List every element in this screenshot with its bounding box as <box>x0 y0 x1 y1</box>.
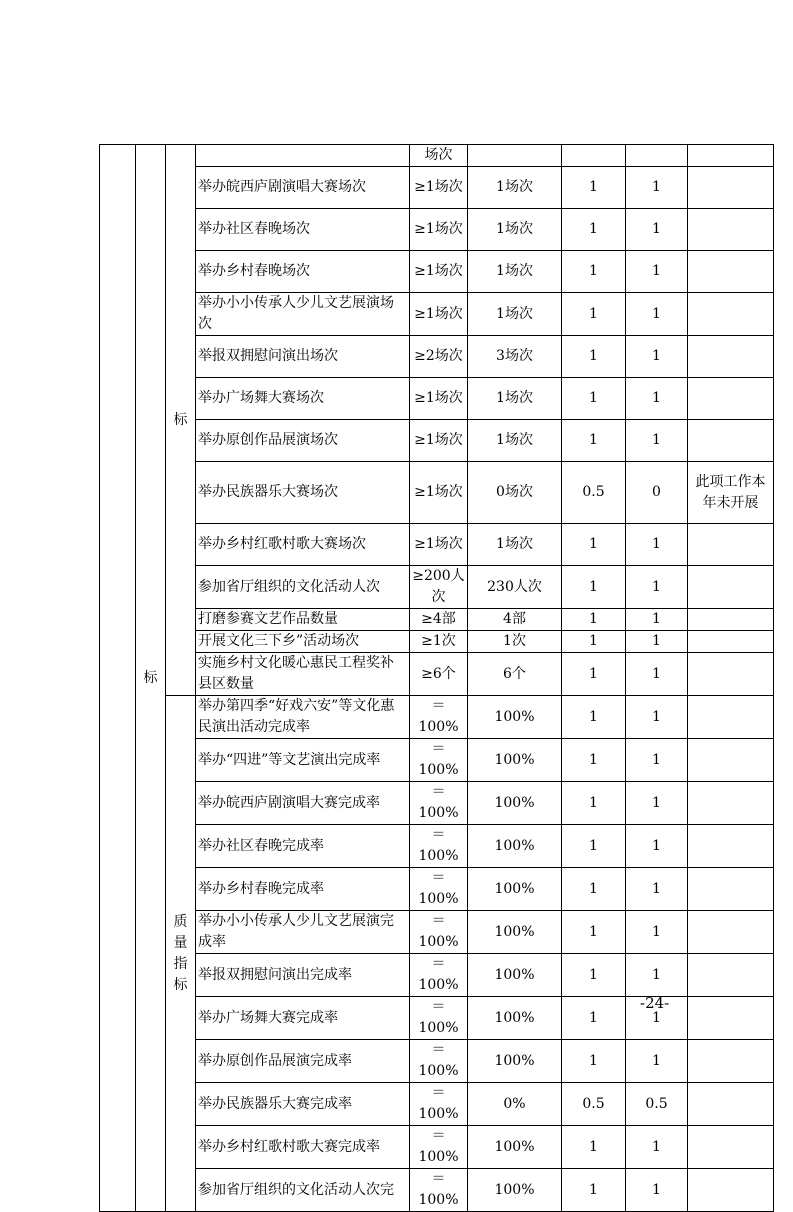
score-value <box>626 145 688 167</box>
note <box>688 631 774 653</box>
target-value: ≥1场次 <box>410 378 468 420</box>
actual-value: 3场次 <box>468 336 562 378</box>
weight-value: 1 <box>562 566 626 609</box>
score-value: 1 <box>626 251 688 293</box>
target-value: ＝100% <box>410 739 468 782</box>
actual-value: 6个 <box>468 653 562 696</box>
note <box>688 868 774 911</box>
note <box>688 251 774 293</box>
quality-label-char: 标 <box>173 976 188 993</box>
actual-value: 100% <box>468 954 562 997</box>
table-row <box>100 696 774 739</box>
table-row <box>100 420 774 462</box>
weight-value: 1 <box>562 997 626 1040</box>
table-row <box>100 1083 774 1126</box>
note <box>688 524 774 566</box>
quality-label-char: 量 <box>173 934 188 951</box>
actual-value: 0场次 <box>468 462 562 524</box>
weight-value: 1 <box>562 911 626 954</box>
indicator-name: 举办乡村红歌村歌大赛完成率 <box>196 1126 410 1169</box>
actual-value: 4部 <box>468 609 562 631</box>
weight-value: 1 <box>562 868 626 911</box>
target-value: ≥1次 <box>410 631 468 653</box>
note <box>688 209 774 251</box>
table-row <box>100 145 774 167</box>
table-row <box>100 609 774 631</box>
score-value: 1 <box>626 293 688 336</box>
target-value: ＝100% <box>410 782 468 825</box>
weight-value: 1 <box>562 631 626 653</box>
target-value: ≥1场次 <box>410 462 468 524</box>
score-value: 1 <box>626 997 688 1040</box>
note <box>688 336 774 378</box>
weight-value: 0.5 <box>562 462 626 524</box>
score-value: 1 <box>626 609 688 631</box>
actual-value: 0% <box>468 1083 562 1126</box>
indicator-name: 举办皖西庐剧演唱大赛场次 <box>196 167 410 209</box>
indicator-name: 打磨参赛文艺作品数量 <box>196 609 410 631</box>
indicator-name: 举办广场舞大赛完成率 <box>196 997 410 1040</box>
actual-value: 1场次 <box>468 167 562 209</box>
indicator-name: 参加省厅组织的文化活动人次完 <box>196 1169 410 1212</box>
score-value: 1 <box>626 653 688 696</box>
table-row <box>100 462 774 524</box>
score-value: 1 <box>626 420 688 462</box>
indicator-name: 举办“四进”等文艺演出完成率 <box>196 739 410 782</box>
target-value: ＝100% <box>410 997 468 1040</box>
note <box>688 609 774 631</box>
weight-value: 0.5 <box>562 1083 626 1126</box>
actual-value: 100% <box>468 825 562 868</box>
performance-table <box>99 144 774 1212</box>
table-row <box>100 954 774 997</box>
target-value: ≥1场次 <box>410 524 468 566</box>
weight-value: 1 <box>562 209 626 251</box>
actual-value: 100% <box>468 911 562 954</box>
indicator-name: 举办小小传承人少儿文艺展演场次 <box>196 293 410 336</box>
score-value: 1 <box>626 868 688 911</box>
weight-value: 1 <box>562 1126 626 1169</box>
actual-value: 100% <box>468 997 562 1040</box>
weight-value: 1 <box>562 1040 626 1083</box>
note <box>688 739 774 782</box>
weight-value: 1 <box>562 696 626 739</box>
score-value: 1 <box>626 1169 688 1212</box>
table-row <box>100 293 774 336</box>
target-value: ≥6个 <box>410 653 468 696</box>
note <box>688 378 774 420</box>
target-value: ＝100% <box>410 1169 468 1212</box>
weight-value: 1 <box>562 420 626 462</box>
quality-label-char: 质 <box>173 913 188 930</box>
indicator-name: 举办原创作品展演完成率 <box>196 1040 410 1083</box>
actual-value: 100% <box>468 1169 562 1212</box>
table-row <box>100 251 774 293</box>
note <box>688 653 774 696</box>
target-value: ≥1场次 <box>410 251 468 293</box>
score-value: 1 <box>626 954 688 997</box>
table-row <box>100 825 774 868</box>
note <box>688 1083 774 1126</box>
indicator-name: 实施乡村文化暖心惠民工程奖补县区数量 <box>196 653 410 696</box>
score-value: 1 <box>626 739 688 782</box>
indicator-name <box>196 145 410 167</box>
note <box>688 696 774 739</box>
indicator-name: 举办社区春晚完成率 <box>196 825 410 868</box>
weight-value: 1 <box>562 524 626 566</box>
target-value: ≥2场次 <box>410 336 468 378</box>
score-value: 1 <box>626 378 688 420</box>
table-row <box>100 378 774 420</box>
target-value: ≥1场次 <box>410 293 468 336</box>
table-row <box>100 739 774 782</box>
note <box>688 825 774 868</box>
target-value: ＝100% <box>410 1040 468 1083</box>
table-row <box>100 911 774 954</box>
score-value: 1 <box>626 825 688 868</box>
level1-indicator-cell: 标 <box>136 145 166 1212</box>
note <box>688 1126 774 1169</box>
weight-value: 1 <box>562 336 626 378</box>
actual-value: 1次 <box>468 631 562 653</box>
score-value: 1 <box>626 1040 688 1083</box>
note <box>688 1040 774 1083</box>
table-row <box>100 167 774 209</box>
table-row <box>100 1040 774 1083</box>
weight-value: 1 <box>562 293 626 336</box>
quality-label-char: 指 <box>173 955 188 972</box>
score-value: 1 <box>626 209 688 251</box>
score-value: 1 <box>626 524 688 566</box>
score-value: 1 <box>626 782 688 825</box>
weight-value: 1 <box>562 1169 626 1212</box>
actual-value: 100% <box>468 868 562 911</box>
score-value: 0.5 <box>626 1083 688 1126</box>
weight-value: 1 <box>562 954 626 997</box>
actual-value: 100% <box>468 739 562 782</box>
target-value: 场次 <box>410 145 468 167</box>
target-value: ＝100% <box>410 1083 468 1126</box>
indicator-name: 举报双拥慰问演出完成率 <box>196 954 410 997</box>
note <box>688 145 774 167</box>
indicator-name: 举办原创作品展演场次 <box>196 420 410 462</box>
actual-value: 230人次 <box>468 566 562 609</box>
score-value: 1 <box>626 696 688 739</box>
target-value: ＝100% <box>410 954 468 997</box>
table-row <box>100 631 774 653</box>
target-value: ≥4部 <box>410 609 468 631</box>
score-value: 0 <box>626 462 688 524</box>
table-row <box>100 782 774 825</box>
target-value: ＝100% <box>410 825 468 868</box>
table-row <box>100 566 774 609</box>
quality-indicator-label <box>166 696 196 1212</box>
target-value: ≥200人次 <box>410 566 468 609</box>
indicator-name: 举办乡村红歌村歌大赛场次 <box>196 524 410 566</box>
target-value: ＝100% <box>410 911 468 954</box>
target-value: ≥1场次 <box>410 209 468 251</box>
actual-value: 100% <box>468 1040 562 1083</box>
score-value: 1 <box>626 631 688 653</box>
actual-value: 1场次 <box>468 524 562 566</box>
indicator-name: 举办民族器乐大赛场次 <box>196 462 410 524</box>
page-number: -24- <box>640 994 670 1012</box>
target-value: ＝100% <box>410 868 468 911</box>
weight-value: 1 <box>562 378 626 420</box>
weight-value: 1 <box>562 653 626 696</box>
actual-value <box>468 145 562 167</box>
actual-value: 1场次 <box>468 293 562 336</box>
note <box>688 566 774 609</box>
note <box>688 911 774 954</box>
note <box>688 167 774 209</box>
indicator-name: 举报双拥慰问演出场次 <box>196 336 410 378</box>
table-row <box>100 1169 774 1212</box>
target-value: ＝100% <box>410 696 468 739</box>
blank-first-column <box>100 145 136 1212</box>
note <box>688 954 774 997</box>
actual-value: 1场次 <box>468 209 562 251</box>
indicator-name: 举办皖西庐剧演唱大赛完成率 <box>196 782 410 825</box>
actual-value: 100% <box>468 1126 562 1169</box>
indicator-name: 举办小小传承人少儿文艺展演完成率 <box>196 911 410 954</box>
score-value: 1 <box>626 1126 688 1169</box>
indicator-name: 举办广场舞大赛场次 <box>196 378 410 420</box>
table-row <box>100 336 774 378</box>
note <box>688 782 774 825</box>
table-row <box>100 209 774 251</box>
score-value: 1 <box>626 911 688 954</box>
indicator-name: 举办乡村春晚场次 <box>196 251 410 293</box>
note <box>688 420 774 462</box>
target-value: ≥1场次 <box>410 420 468 462</box>
actual-value: 100% <box>468 696 562 739</box>
weight-value: 1 <box>562 739 626 782</box>
target-value: ＝100% <box>410 1126 468 1169</box>
actual-value: 1场次 <box>468 378 562 420</box>
level2-indicator-cell: 标 <box>166 145 196 696</box>
weight-value <box>562 145 626 167</box>
score-value: 1 <box>626 167 688 209</box>
table-row <box>100 868 774 911</box>
indicator-name: 举办第四季“好戏六安”等文化惠民演出活动完成率 <box>196 696 410 739</box>
indicator-name: 开展文化三下乡”活动场次 <box>196 631 410 653</box>
score-value: 1 <box>626 336 688 378</box>
table-row <box>100 524 774 566</box>
score-value: 1 <box>626 566 688 609</box>
weight-value: 1 <box>562 251 626 293</box>
note <box>688 997 774 1040</box>
note: 此项工作本年未开展 <box>688 462 774 524</box>
weight-value: 1 <box>562 825 626 868</box>
table-row <box>100 1126 774 1169</box>
weight-value: 1 <box>562 609 626 631</box>
actual-value: 1场次 <box>468 420 562 462</box>
indicator-name: 举办乡村春晚完成率 <box>196 868 410 911</box>
target-value: ≥1场次 <box>410 167 468 209</box>
table-row <box>100 997 774 1040</box>
actual-value: 1场次 <box>468 251 562 293</box>
indicator-name: 举办社区春晚场次 <box>196 209 410 251</box>
note <box>688 293 774 336</box>
note <box>688 1169 774 1212</box>
weight-value: 1 <box>562 167 626 209</box>
indicator-name: 参加省厅组织的文化活动人次 <box>196 566 410 609</box>
indicator-name: 举办民族器乐大赛完成率 <box>196 1083 410 1126</box>
table-row <box>100 653 774 696</box>
weight-value: 1 <box>562 782 626 825</box>
actual-value: 100% <box>468 782 562 825</box>
